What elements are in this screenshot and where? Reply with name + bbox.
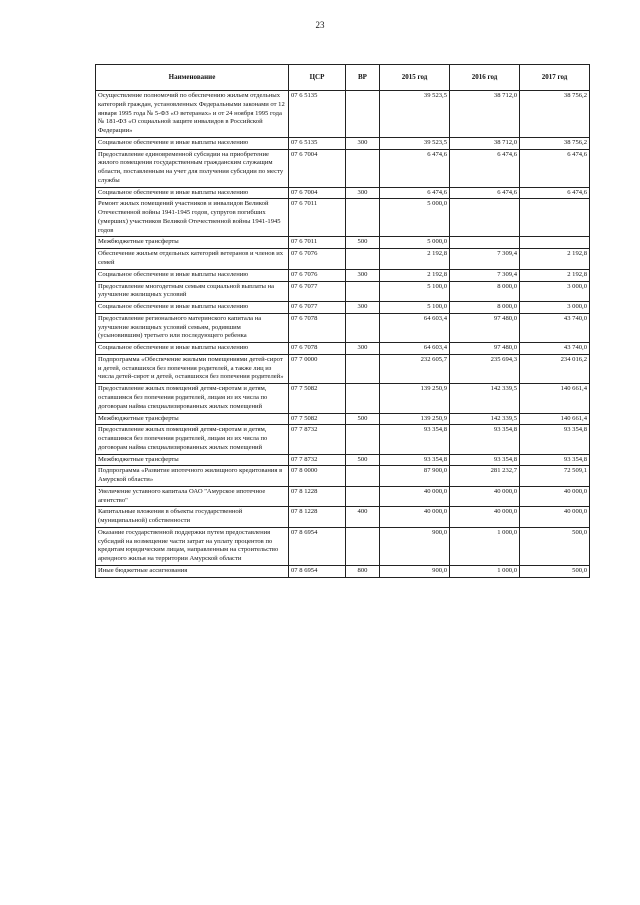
row-value-2015: 87 900,0 <box>380 466 450 487</box>
table-row <box>96 565 590 577</box>
row-value-2016: 235 694,3 <box>450 354 520 383</box>
row-csr: 07 6 7077 <box>289 281 346 302</box>
row-value-2016: 1 000,0 <box>450 527 520 565</box>
row-vr <box>346 149 380 187</box>
row-csr: 07 6 7076 <box>289 269 346 281</box>
row-csr: 07 6 7078 <box>289 313 346 342</box>
row-name: Межбюджетные трансферты <box>96 237 289 249</box>
table-row <box>96 187 590 199</box>
row-csr: 07 8 1228 <box>289 507 346 528</box>
row-name: Иные бюджетные ассигнования <box>96 565 289 577</box>
row-value-2016: 6 474,6 <box>450 149 520 187</box>
row-value-2017: 234 016,2 <box>520 354 590 383</box>
row-vr: 300 <box>346 137 380 149</box>
row-value-2016: 40 000,0 <box>450 486 520 507</box>
table-row <box>96 466 590 487</box>
row-csr: 07 6 7076 <box>289 249 346 270</box>
row-vr <box>346 354 380 383</box>
row-vr <box>346 91 380 138</box>
row-value-2015: 64 603,4 <box>380 343 450 355</box>
row-value-2015: 2 192,8 <box>380 249 450 270</box>
row-value-2015: 900,0 <box>380 565 450 577</box>
row-value-2015: 5 000,0 <box>380 237 450 249</box>
row-value-2017: 3 000,0 <box>520 302 590 314</box>
row-csr: 07 7 8732 <box>289 454 346 466</box>
table-row <box>96 313 590 342</box>
row-vr <box>346 425 380 454</box>
row-value-2015: 40 000,0 <box>380 486 450 507</box>
row-name: Социальное обеспечение и иные выплаты населению <box>96 269 289 281</box>
row-csr: 07 6 5135 <box>289 91 346 138</box>
row-value-2015: 5 100,0 <box>380 302 450 314</box>
row-value-2015: 139 250,9 <box>380 413 450 425</box>
row-value-2016 <box>450 237 520 249</box>
row-csr: 07 6 7004 <box>289 149 346 187</box>
header-name: Наименование <box>96 65 289 91</box>
row-name: Ремонт жилых помещений участников и инвалидов Великой Отечественной войны 1941-1945 годов, супругов погибших (умерших) участников Великой Отечественной войны 1941-1945 годов <box>96 199 289 237</box>
table-row <box>96 281 590 302</box>
table-row <box>96 454 590 466</box>
row-value-2016: 93 354,8 <box>450 425 520 454</box>
row-name: Предоставление единовременной субсидии на приобретение жилого помещения государственным гражданским служащим области, поставленным на учет для получения субсидии по месту службы <box>96 149 289 187</box>
row-name: Капитальные вложения в объекты государственной (муниципальной) собственности <box>96 507 289 528</box>
row-name: Обеспечение жильем отдельных категорий ветеранов и членов их семей <box>96 249 289 270</box>
row-vr <box>346 384 380 413</box>
row-vr <box>346 281 380 302</box>
row-value-2015: 2 192,8 <box>380 269 450 281</box>
row-value-2017: 3 000,0 <box>520 281 590 302</box>
table-row <box>96 384 590 413</box>
row-value-2016: 38 712,0 <box>450 91 520 138</box>
row-csr: 07 8 0000 <box>289 466 346 487</box>
header-2016: 2016 год <box>450 65 520 91</box>
row-name: Социальное обеспечение и иные выплаты населению <box>96 137 289 149</box>
row-value-2016: 97 480,0 <box>450 343 520 355</box>
table-row <box>96 486 590 507</box>
row-value-2015: 6 474,6 <box>380 187 450 199</box>
table-row <box>96 507 590 528</box>
row-csr: 07 8 1228 <box>289 486 346 507</box>
row-name: Осуществление полномочий по обеспечению жильем отдельных категорий граждан, установленных Федеральными законами от 12 января 1995 года № 5-ФЗ «О ветеранах» и от 24 ноября 1995 года № 181-ФЗ «О социальной защите инвалидов в Российской Федерации» <box>96 91 289 138</box>
row-value-2015: 93 354,8 <box>380 454 450 466</box>
table-row <box>96 302 590 314</box>
header-csr: ЦСР <box>289 65 346 91</box>
row-name: Межбюджетные трансферты <box>96 454 289 466</box>
row-vr: 300 <box>346 302 380 314</box>
row-value-2017: 93 354,8 <box>520 454 590 466</box>
table-row <box>96 413 590 425</box>
row-vr <box>346 249 380 270</box>
row-name: Оказание государственной поддержки путем предоставления субсидий на возмещение части затрат на уплату процентов по кредитам юридическим лицам, направленным на строительство арендного жилья на территории Амурской области <box>96 527 289 565</box>
row-value-2017 <box>520 199 590 237</box>
header-2015: 2015 год <box>380 65 450 91</box>
row-value-2016: 142 339,5 <box>450 413 520 425</box>
row-value-2017: 40 000,0 <box>520 486 590 507</box>
row-value-2016: 97 480,0 <box>450 313 520 342</box>
row-csr: 07 6 7011 <box>289 237 346 249</box>
row-value-2015: 5 100,0 <box>380 281 450 302</box>
row-value-2017: 38 756,2 <box>520 137 590 149</box>
table-header-row <box>96 65 590 91</box>
table-row <box>96 137 590 149</box>
row-value-2016: 40 000,0 <box>450 507 520 528</box>
row-value-2017: 40 000,0 <box>520 507 590 528</box>
row-value-2017: 72 509,1 <box>520 466 590 487</box>
table-row <box>96 269 590 281</box>
row-value-2017: 140 661,4 <box>520 413 590 425</box>
row-value-2017: 6 474,6 <box>520 149 590 187</box>
row-value-2015: 40 000,0 <box>380 507 450 528</box>
row-value-2015: 5 000,0 <box>380 199 450 237</box>
row-vr <box>346 199 380 237</box>
row-name: Социальное обеспечение и иные выплаты населению <box>96 343 289 355</box>
row-csr: 07 7 0000 <box>289 354 346 383</box>
row-csr: 07 6 7078 <box>289 343 346 355</box>
row-value-2017: 2 192,8 <box>520 249 590 270</box>
header-vr: ВР <box>346 65 380 91</box>
row-value-2016: 7 309,4 <box>450 249 520 270</box>
row-value-2017: 500,0 <box>520 527 590 565</box>
row-vr: 500 <box>346 413 380 425</box>
row-value-2015: 39 523,5 <box>380 137 450 149</box>
row-name: Предоставление жилых помещений детям-сиротам и детям, оставшимся без попечения родителей, лицам из их числа по договорам найма специализированных жилых помещений <box>96 425 289 454</box>
table-row <box>96 425 590 454</box>
row-vr <box>346 466 380 487</box>
row-name: Межбюджетные трансферты <box>96 413 289 425</box>
row-name: Подпрограмма «Развитие ипотечного жилищного кредитования в Амурской области» <box>96 466 289 487</box>
row-value-2015: 900,0 <box>380 527 450 565</box>
row-value-2015: 6 474,6 <box>380 149 450 187</box>
row-value-2017: 43 740,0 <box>520 343 590 355</box>
row-name: Предоставление многодетным семьям социальной выплаты на улучшение жилищных условий <box>96 281 289 302</box>
row-value-2016: 8 000,0 <box>450 302 520 314</box>
row-value-2017: 38 756,2 <box>520 91 590 138</box>
row-name: Подпрограмма «Обеспечение жилыми помещениями детей-сирот и детей, оставшихся без попечения родителей, а также лиц из числа детей-сирот и детей, оставшихся без попечения родителей» <box>96 354 289 383</box>
row-csr: 07 6 5135 <box>289 137 346 149</box>
row-value-2016: 142 339,5 <box>450 384 520 413</box>
row-value-2016: 281 232,7 <box>450 466 520 487</box>
row-csr: 07 7 8732 <box>289 425 346 454</box>
row-vr: 500 <box>346 454 380 466</box>
table-row <box>96 149 590 187</box>
budget-table <box>95 64 590 578</box>
row-value-2017 <box>520 237 590 249</box>
row-value-2015: 64 603,4 <box>380 313 450 342</box>
row-vr <box>346 527 380 565</box>
row-value-2016: 8 000,0 <box>450 281 520 302</box>
row-value-2015: 93 354,8 <box>380 425 450 454</box>
row-csr: 07 6 7077 <box>289 302 346 314</box>
table-row <box>96 91 590 138</box>
row-value-2017: 140 661,4 <box>520 384 590 413</box>
table-row <box>96 527 590 565</box>
table-row <box>96 237 590 249</box>
row-value-2017: 93 354,8 <box>520 425 590 454</box>
row-value-2017: 2 192,8 <box>520 269 590 281</box>
row-vr: 300 <box>346 269 380 281</box>
row-csr: 07 8 6954 <box>289 565 346 577</box>
row-name: Предоставление регионального материнского капитала на улучшение жилищных условий семьям, родившим (усыновившим) третьего или последующего ребенка <box>96 313 289 342</box>
page-number: 23 <box>315 20 325 30</box>
row-name: Увеличение уставного капитала ОАО "Амурское ипотечное агентство" <box>96 486 289 507</box>
row-value-2017: 43 740,0 <box>520 313 590 342</box>
row-name: Социальное обеспечение и иные выплаты населению <box>96 187 289 199</box>
row-csr: 07 7 5082 <box>289 413 346 425</box>
row-value-2016: 38 712,0 <box>450 137 520 149</box>
table-row <box>96 199 590 237</box>
row-csr: 07 6 7004 <box>289 187 346 199</box>
row-csr: 07 6 7011 <box>289 199 346 237</box>
row-vr <box>346 486 380 507</box>
row-vr: 300 <box>346 343 380 355</box>
row-value-2016: 7 309,4 <box>450 269 520 281</box>
row-value-2015: 139 250,9 <box>380 384 450 413</box>
row-vr: 300 <box>346 187 380 199</box>
row-value-2017: 6 474,6 <box>520 187 590 199</box>
row-name: Предоставление жилых помещений детям-сиротам и детям, оставшимся без попечения родителей, лицам из их числа по договорам найма специализированных жилых помещений <box>96 384 289 413</box>
row-vr: 500 <box>346 237 380 249</box>
row-csr: 07 8 6954 <box>289 527 346 565</box>
row-csr: 07 7 5082 <box>289 384 346 413</box>
row-value-2015: 39 523,5 <box>380 91 450 138</box>
row-value-2016: 6 474,6 <box>450 187 520 199</box>
row-vr <box>346 313 380 342</box>
table-body <box>96 91 590 578</box>
table-row <box>96 343 590 355</box>
row-vr: 800 <box>346 565 380 577</box>
table-row <box>96 354 590 383</box>
table-row <box>96 249 590 270</box>
row-value-2016: 1 000,0 <box>450 565 520 577</box>
row-value-2015: 232 605,7 <box>380 354 450 383</box>
header-2017: 2017 год <box>520 65 590 91</box>
row-value-2017: 500,0 <box>520 565 590 577</box>
row-vr: 400 <box>346 507 380 528</box>
row-value-2016: 93 354,8 <box>450 454 520 466</box>
row-name: Социальное обеспечение и иные выплаты населению <box>96 302 289 314</box>
row-value-2016 <box>450 199 520 237</box>
